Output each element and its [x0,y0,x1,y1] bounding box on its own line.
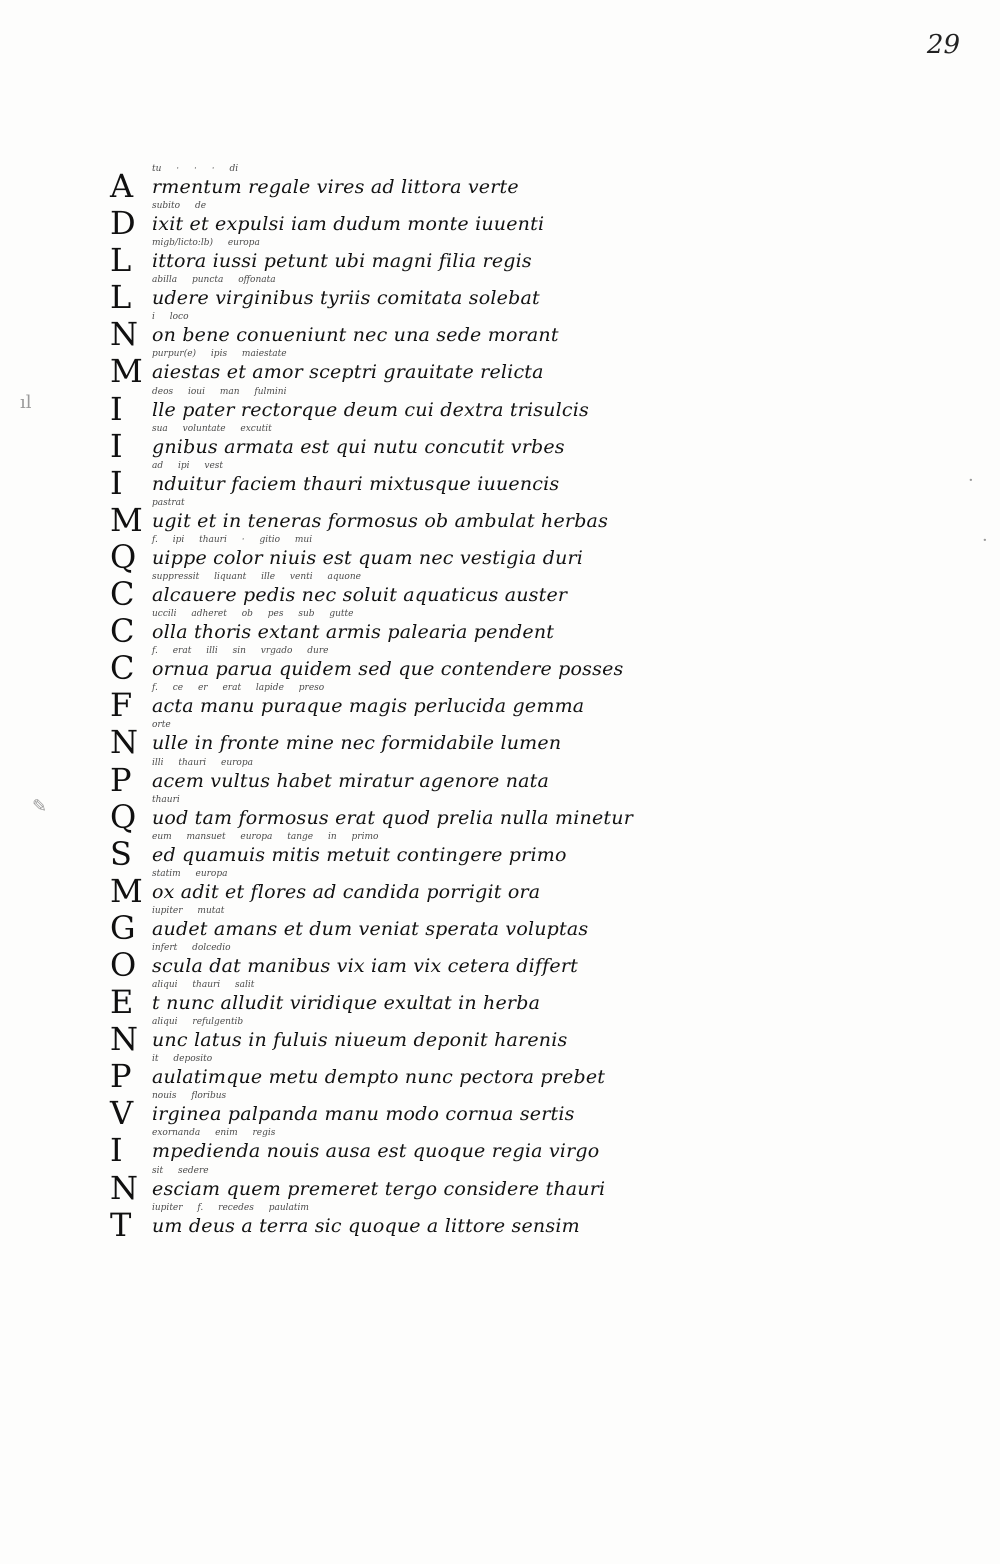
verse-line [110,271,670,317]
verse-line [110,160,670,205]
interlinear-gloss: iupiter mutat [152,905,225,916]
interlinear-gloss: nouis floribus [152,1091,227,1102]
interlinear-gloss: aliqui thauri salit [152,980,255,991]
verse-line [110,1162,670,1207]
verse-text: nduitur faciem thauri mixtusque iuuencis [152,472,560,495]
verse-initial: F [110,686,133,725]
verse-initial: M [110,352,143,391]
verse-text: ulle in fronte mine nec formidabile lumen [152,732,562,755]
verse-initial: N [110,315,138,354]
verse-text: mpedienda nouis ausa est quoque regia virgo [152,1140,600,1163]
verse-initial: I [110,426,123,465]
verse-line [110,1124,670,1170]
interlinear-gloss: abilla puncta offonata [152,275,276,286]
verse-initial: E [110,983,134,1022]
verse-line [110,976,670,1022]
verse-text: irginea palpanda manu modo cornua sertis [152,1103,575,1126]
verse-line [110,234,670,280]
verse-initial: C [110,575,135,614]
verse-text: ixit et expulsi iam dudum monte iuuenti [152,213,545,236]
interlinear-gloss: i loco [152,312,189,323]
verse-text: audet amans et dum veniat sperata voluptas [152,917,589,940]
verse-line [110,531,670,576]
verse-line [110,605,670,651]
verse-initial: I [110,1131,123,1170]
verse-initial: G [110,908,136,947]
verse-initial: O [110,945,137,984]
interlinear-gloss: suppressit liquant ille venti aquone [152,572,361,583]
verse-text: esciam quem premeret tergo considere thauri [152,1177,606,1200]
verse-initial: M [110,500,143,539]
interlinear-gloss: eum mansuet europa tange in primo [152,831,379,842]
verse-text: uod tam formosus erat quod prelia nulla minetur [152,806,633,829]
interlinear-gloss: subito de [152,201,207,212]
verse-line [110,345,670,391]
verse-initial: C [110,612,135,651]
verse-line [110,754,670,799]
verse-line [110,642,670,688]
verse-initial: P [110,760,132,799]
verse-text: acem vultus habet miratur agenore nata [152,769,550,792]
verse-initial: S [110,834,132,873]
verse-text: aulatimque metu dempto nunc pectora prebet [152,1066,606,1089]
verse-initial: A [110,167,134,205]
interlinear-gloss: infert dolcedio [152,942,231,953]
verse-initial: D [110,204,136,243]
verse-text: acta manu puraque magis perlucida gemma [152,695,585,718]
verse-line [110,568,670,614]
verse-line [110,1199,670,1244]
verse-line [110,716,670,762]
verse-line [110,308,670,354]
interlinear-gloss: deos ioui man fulmini [152,386,287,397]
verse-text: alcauere pedis nec soluit aquaticus auster [152,584,568,607]
verse-initial: P [110,1057,132,1096]
interlinear-gloss: f. erat illi sin vrgado dure [152,646,329,657]
verse-text: scula dat manibus vix iam vix cetera differt [152,954,578,977]
interlinear-gloss: sua voluntate excutit [152,423,272,434]
verse-initial: V [110,1094,134,1133]
interlinear-gloss: sit sedere [152,1165,209,1176]
interlinear-gloss: exornanda enim regis [152,1128,276,1139]
verse-text: ornua parua quidem sed que contendere posses [152,658,624,681]
interlinear-gloss: uccili adheret ob pes sub gutte [152,609,354,620]
verse-line [110,494,670,539]
verse-line [110,828,670,873]
verse-text: um deus a terra sic quoque a littore sensim [152,1214,580,1237]
verse-line [110,383,670,428]
interlinear-gloss: f. ce er erat lapide preso [152,683,325,694]
verse-initial: I [110,389,123,428]
verse-line [110,420,670,465]
verse-text: udere virginibus tyriis comitata solebat [152,287,540,310]
verse-line [110,939,670,984]
interlinear-gloss: pastrat [152,497,185,508]
interlinear-gloss: purpur(e) ipis maiestate [152,349,287,360]
folio-number: 29 [926,30,960,60]
verse-line [110,902,670,947]
verse-initial: N [110,1020,138,1059]
margin-mark: ıl [20,392,32,413]
verse-line [110,1050,670,1096]
interlinear-gloss: it deposito [152,1054,213,1065]
verse-text: unc latus in fuluis niueum deponit harenis [152,1029,568,1052]
interlinear-gloss: aliqui refulgentib [152,1017,244,1028]
verse-line [110,1013,670,1059]
margin-mark: · [982,530,988,551]
verse-line [110,791,670,836]
verse-initial: C [110,649,135,688]
verse-line [110,457,670,502]
interlinear-gloss: orte [152,720,171,731]
verse-text: uippe color niuis est quam nec vestigia duri [152,546,584,569]
interlinear-gloss: thauri [152,794,180,805]
interlinear-gloss: iupiter f. recedes paulatim [152,1202,309,1213]
verse-text: on bene conueniunt nec una sede morant [152,324,559,347]
interlinear-gloss: tu · · · di [152,164,239,174]
interlinear-gloss: migb/licto:lb) europa [152,238,260,249]
verse-text: t nunc alludit viridique exultat in herba [152,992,541,1015]
verse-text: ugit et in teneras formosus ob ambulat herbas [152,509,609,532]
interlinear-gloss: illi thauri europa [152,757,253,768]
verse-initial: Q [110,797,137,836]
interlinear-gloss: statim europa [152,868,228,879]
verse-initial: Q [110,537,137,576]
verse-text: ittora iussi petunt ubi magni filia regis [152,250,532,273]
verse-initial: N [110,723,138,762]
verse-initial: I [110,463,123,502]
verse-line [110,197,670,243]
verse-text: gnibus armata est qui nutu concutit vrbes [152,435,565,458]
verse-initial: L [110,278,132,317]
verse-initial: N [110,1168,138,1207]
verse-line [110,865,670,910]
margin-mark: · [968,470,974,491]
verse-text: aiestas et amor sceptri grauitate relicta [152,361,544,384]
verse-text: ox adit et flores ad candida porrigit ora [152,880,541,903]
verse-lines [110,160,670,1244]
verse-initial: M [110,871,143,910]
verse-text: olla thoris extant armis palearia pendent [152,621,555,644]
verse-line [110,1087,670,1133]
verse-text: rmentum regale vires ad littora verte [152,176,519,198]
verse-text: ed quamuis mitis metuit contingere primo [152,843,567,866]
margin-mark: ✎ [32,796,48,817]
verse-line [110,679,670,725]
verse-initial: L [110,241,132,280]
verse-initial: T [110,1205,132,1244]
interlinear-gloss: f. ipi thauri · gitio mui [152,534,313,545]
interlinear-gloss: ad ipi vest [152,460,224,471]
verse-text: lle pater rectorque deum cui dextra trisulcis [152,398,589,421]
